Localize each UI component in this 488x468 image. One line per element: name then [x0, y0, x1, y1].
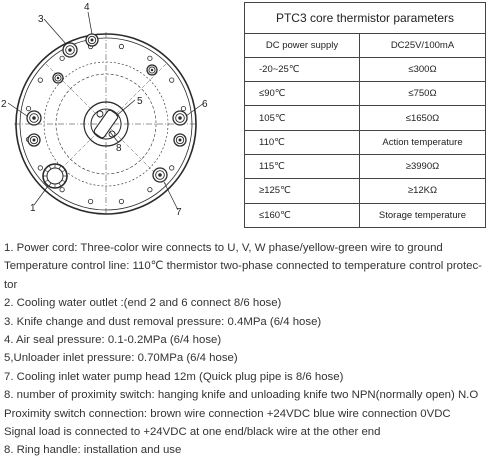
resistance-cell: ≥12KΩ — [360, 179, 486, 203]
callout-label-2: 2 — [1, 99, 7, 110]
note-line: Proximity switch connection: brown wire connection +24VDC blue wire connection 0VDC — [4, 407, 451, 420]
note-line: tor — [4, 278, 18, 291]
bolt-hole — [148, 187, 152, 191]
resistance-cell: ≥3990Ω — [360, 155, 486, 179]
callout-label-5: 5 — [137, 96, 143, 107]
temperature-cell: 110℃ — [245, 130, 360, 154]
bolt-hole — [38, 166, 42, 170]
fitting-port-2-core — [32, 116, 36, 120]
fitting-port-6-core — [178, 116, 182, 120]
resistance-cell: Storage temperature — [360, 203, 486, 227]
bolt-hole — [181, 106, 185, 110]
fitting-port-6b-core — [179, 139, 182, 142]
callout-label-3: 3 — [38, 14, 44, 25]
resistance-cell: ≤750Ω — [360, 82, 486, 106]
callout-label-7: 7 — [176, 207, 182, 218]
table-row — [245, 82, 486, 106]
leader-3 — [44, 19, 66, 44]
bolt-hole — [60, 187, 64, 191]
note-line: 3. Knife change and dust removal pressure: 0.4MPa (6/4 hose) — [4, 315, 322, 328]
table-header-cell: DC25V/100mA — [360, 33, 486, 57]
resistance-cell: Action temperature — [360, 130, 486, 154]
table-row — [245, 57, 486, 81]
temperature-cell: 115℃ — [245, 155, 360, 179]
table-row — [245, 130, 486, 154]
fitting-port-7-core — [158, 173, 162, 177]
callout-label-1: 1 — [30, 203, 36, 214]
note-line: 4. Air seal pressure: 0.1-0.2MPa (6/4 hose) — [4, 334, 222, 347]
fitting-port-3-core — [68, 48, 72, 52]
note-line: 8. number of proximity switch: hanging knife and unloading knife two NPN(normally open) N.O — [4, 389, 479, 402]
fitting-port-aux-core — [151, 69, 154, 72]
table-row — [245, 179, 486, 203]
temperature-cell: ≤160℃ — [245, 203, 360, 227]
table-header-cell: DC power supply — [245, 33, 360, 57]
callout-label-8: 8 — [116, 143, 122, 154]
bolt-hole — [88, 199, 92, 203]
notes-list — [4, 239, 486, 460]
leader-1 — [34, 186, 48, 205]
bolt-hole — [119, 199, 123, 203]
resistance-cell: ≤1650Ω — [360, 106, 486, 130]
switch-head — [97, 111, 103, 117]
temperature-cell: ≥125℃ — [245, 179, 360, 203]
table-row — [245, 203, 486, 227]
callout-label-6: 6 — [202, 99, 208, 110]
fitting-port-2b-core — [33, 139, 36, 142]
temperature-cell: ≤90℃ — [245, 82, 360, 106]
spindle-top-view-diagram — [0, 0, 236, 230]
callout-label-4: 4 — [84, 2, 90, 13]
fitting-port-4-core — [91, 39, 94, 42]
note-line: 7. Cooling inlet water pump head 12m (Quick plug pipe is 8/6 hose) — [4, 370, 344, 383]
table-row — [245, 106, 486, 130]
note-line: 5,Unloader inlet pressure: 0.70MPa (6/4 hose) — [4, 352, 238, 365]
bolt-hole — [26, 106, 30, 110]
note-line: 2. Cooling water outlet :(end 2 and 6 connect 8/6 hose) — [4, 297, 282, 310]
spindle-drawing — [14, 32, 198, 216]
note-line: Signal load is connected to +24VDC at one end/black wire at the other end — [4, 426, 381, 439]
leader-4 — [88, 12, 92, 34]
thermistor-parameter-table — [244, 2, 486, 228]
bolt-hole — [38, 78, 42, 82]
note-line: 1. Power cord: Three-color wire connects to U, V, W phase/yellow-green wire to ground — [4, 242, 443, 254]
temperature-cell: 105℃ — [245, 106, 360, 130]
bolt-hole — [169, 166, 173, 170]
fitting-port-aux-core — [57, 77, 60, 80]
table-title: PTC3 core thermistor parameters — [245, 3, 486, 34]
note-line: Temperature control line: 110℃ thermistor two-phase connected to temperature control protec- — [4, 260, 482, 273]
bolt-hole — [148, 56, 152, 60]
note-line: 8. Ring handle: installation and use — [4, 444, 182, 457]
resistance-cell: ≤300Ω — [360, 57, 486, 81]
table-row — [245, 155, 486, 179]
temperature-cell: -20~25℃ — [245, 57, 360, 81]
bolt-hole — [60, 56, 64, 60]
bolt-hole — [169, 78, 173, 82]
bolt-hole — [119, 44, 123, 48]
